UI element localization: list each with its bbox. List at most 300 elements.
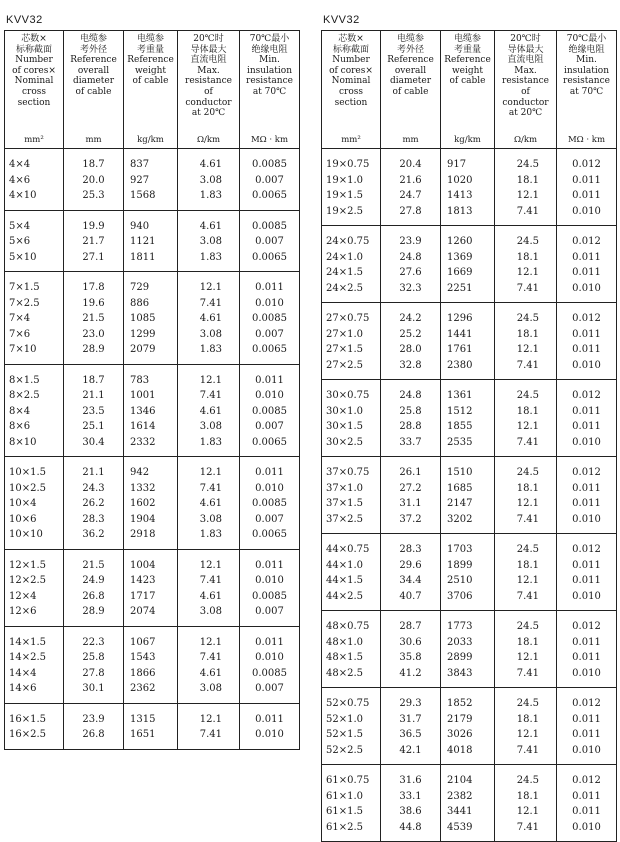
header-col-conductor-resistance [177, 31, 239, 148]
table-cell: 24.7 [399, 190, 422, 201]
col-weight [440, 457, 494, 533]
header-line: Reference [127, 55, 174, 66]
table-cell: 0.011 [255, 636, 284, 648]
table-cell: 3202 [447, 513, 473, 525]
table-cell: 12.1 [199, 636, 222, 648]
table-cell: 7.41 [199, 390, 222, 401]
table-cell: 4.61 [199, 667, 222, 679]
col-cores-section [322, 149, 380, 225]
table-cell: 18.1 [516, 482, 539, 494]
table-cell: 7.41 [516, 590, 539, 602]
header-line: of [204, 86, 213, 97]
table-cell: 0.010 [572, 205, 601, 217]
table-header [5, 31, 299, 149]
table-cell: 12×1.5 [9, 559, 47, 571]
header-line: 电缆参 [136, 34, 164, 44]
table-cell: 1085 [130, 313, 156, 324]
row-group [5, 211, 299, 273]
table-cell: 24.5 [516, 313, 539, 324]
table-cell: 1413 [447, 190, 473, 201]
table-cell: 0.0085 [252, 590, 287, 602]
table-cell: 1.83 [199, 436, 222, 448]
table-cell: 2535 [447, 436, 473, 448]
table-cell: 5×10 [9, 251, 37, 263]
table-cell: 0.011 [572, 405, 601, 417]
header-line: 芯数× [21, 34, 47, 44]
table-cell: 4.61 [199, 405, 222, 417]
col-weight [440, 611, 494, 687]
table-cell: 1568 [130, 190, 156, 201]
header-col-weight [440, 31, 494, 148]
table-cell: 1512 [447, 405, 473, 417]
table-cell: 2147 [447, 498, 473, 509]
col-insulation-resistance [239, 365, 299, 457]
header-line: at 70℃ [569, 86, 604, 97]
table-cell: 1899 [447, 559, 473, 571]
table-cell: 7.41 [516, 513, 539, 525]
table-cell: 25.8 [82, 652, 105, 663]
header-line: 70℃最小 [566, 34, 607, 44]
header-line: 直流电阻 [507, 55, 544, 66]
table-cell: 0.011 [572, 190, 601, 201]
table-cell: 0.012 [572, 544, 601, 555]
header-line: 导体最大 [190, 44, 227, 55]
table-cell: 8×4 [9, 405, 31, 417]
table-cell: 1260 [447, 236, 473, 247]
col-conductor-resistance [494, 149, 556, 225]
header-line: 绝缘电阻 [568, 44, 605, 55]
col-overall-diameter [380, 149, 440, 225]
col-cores-section [5, 272, 63, 364]
table-cell: 38.6 [399, 806, 422, 817]
table-cell: 0.007 [255, 328, 284, 340]
col-overall-diameter [63, 365, 123, 457]
right-panel [321, 10, 617, 842]
col-overall-diameter [380, 611, 440, 687]
header-col-conductor-resistance [494, 31, 556, 148]
table-cell: 1543 [130, 652, 156, 663]
col-overall-diameter [380, 457, 440, 533]
table-cell: 24.5 [516, 236, 539, 247]
table-cell: 52×1.5 [326, 729, 364, 740]
header-line: 考外径 [79, 44, 107, 55]
row-group [322, 765, 616, 841]
header-line: cross [22, 86, 46, 97]
col-conductor-resistance [177, 272, 239, 364]
table-cell: 24.5 [516, 544, 539, 555]
header-line: Number [15, 55, 53, 66]
col-insulation-resistance [556, 149, 616, 225]
left-panel [4, 10, 300, 750]
table-cell: 12.1 [199, 374, 222, 386]
table-cell: 1423 [130, 575, 156, 586]
table-cell: 7.41 [516, 744, 539, 756]
col-cores-section [322, 765, 380, 841]
header-line: Reference [70, 55, 117, 66]
table-cell: 30×1.5 [326, 421, 364, 432]
col-weight [123, 149, 177, 210]
header-line: resistance [563, 76, 610, 87]
table-cell: 24.3 [82, 482, 105, 494]
header-col-overall-diameter [63, 31, 123, 148]
col-overall-diameter [63, 457, 123, 549]
table-cell: 7.41 [199, 297, 222, 309]
table-cell: 31.7 [399, 713, 422, 725]
table-cell: 0.007 [255, 606, 284, 617]
col-weight [123, 550, 177, 626]
table-cell: 12.1 [516, 806, 539, 817]
table-cell: 1.83 [199, 344, 222, 355]
col-conductor-resistance [177, 704, 239, 749]
table-cell: 0.0085 [252, 405, 287, 417]
table-cell: 1813 [447, 205, 473, 217]
header-col-insulation-resistance [239, 31, 299, 148]
col-cores-section [5, 627, 63, 703]
table-cell: 2332 [130, 436, 156, 448]
table-cell: 0.012 [572, 698, 601, 709]
table-cell: 7.41 [199, 575, 222, 586]
table-cell: 40.7 [399, 590, 422, 602]
table-cell: 4018 [447, 744, 473, 756]
table-cell: 27×2.5 [326, 359, 364, 371]
table-cell: 0.007 [255, 513, 284, 525]
table-cell: 19×0.75 [326, 159, 370, 170]
table-cell: 2079 [130, 344, 156, 355]
table-cell: 24.5 [516, 621, 539, 632]
col-insulation-resistance [556, 380, 616, 456]
header-line: 标称截面 [15, 44, 52, 55]
table-cell: 783 [130, 374, 150, 386]
header-line: of cable [132, 76, 169, 87]
table-cell: 61×0.75 [326, 775, 370, 786]
table-cell: 1001 [130, 390, 156, 401]
table-cell: 30×0.75 [326, 390, 370, 401]
col-weight [440, 765, 494, 841]
header-unit: Ω/km [513, 135, 538, 146]
col-weight [440, 303, 494, 379]
header-line: resistance [185, 76, 232, 87]
table-cell: 22.3 [82, 636, 105, 648]
table-cell: 0.011 [572, 498, 601, 509]
header-line: resistance [502, 76, 549, 87]
table-cell: 0.011 [572, 790, 601, 802]
table-cell: 19.9 [82, 220, 105, 232]
table-cell: 10×4 [9, 498, 37, 509]
header-line: 电缆参 [396, 34, 424, 44]
table-cell: 10×10 [9, 529, 43, 540]
table-cell: 24.9 [82, 575, 105, 586]
header-line: insulation [246, 65, 293, 76]
table-cell: 0.007 [255, 236, 284, 247]
header-line: Reference [387, 55, 434, 66]
col-overall-diameter [380, 534, 440, 610]
header-line: of cores× [12, 65, 56, 76]
table-cell: 0.010 [572, 667, 601, 679]
header-line: conductor [502, 97, 549, 108]
header-line: 考重量 [136, 44, 164, 55]
header-unit: mm² [24, 135, 44, 146]
col-cores-section [322, 457, 380, 533]
header-line: 70℃最小 [249, 34, 290, 44]
table-cell: 23.9 [399, 236, 422, 247]
table-cell: 37×0.75 [326, 467, 370, 478]
table-cell: 0.011 [572, 174, 601, 186]
table-cell: 23.5 [82, 405, 105, 417]
table-cell: 1773 [447, 621, 473, 632]
table-cell: 4×10 [9, 190, 37, 201]
table-cell: 10×1.5 [9, 467, 47, 478]
col-conductor-resistance [177, 365, 239, 457]
table-cell: 24×1.5 [326, 267, 364, 278]
header-line: conductor [185, 97, 232, 108]
table-cell: 37×1.0 [326, 482, 364, 494]
table-cell: 24.2 [399, 313, 422, 324]
col-overall-diameter [63, 272, 123, 364]
table-cell: 0.011 [255, 467, 284, 478]
col-cores-section [322, 380, 380, 456]
col-cores-section [322, 226, 380, 302]
table-cell: 7.41 [516, 436, 539, 448]
header-line: 20℃时 [193, 34, 224, 44]
header-unit: MΩ · km [250, 135, 289, 146]
table-cell: 0.010 [572, 513, 601, 525]
header-unit: kg/km [454, 135, 481, 146]
row-group [322, 457, 616, 534]
table-cell: 27×1.5 [326, 344, 364, 355]
table-cell: 21.7 [82, 236, 105, 247]
table-cell: 21.5 [82, 559, 105, 571]
table-cell: 27.1 [82, 251, 105, 263]
table-cell: 1651 [130, 729, 156, 740]
header-line: 电缆参 [79, 34, 107, 44]
table-cell: 12.1 [516, 498, 539, 509]
table-header [322, 31, 616, 149]
table-cell: 3026 [447, 729, 473, 740]
col-overall-diameter [380, 765, 440, 841]
row-group [322, 380, 616, 457]
header-line: section [334, 97, 368, 108]
header-line: diameter [72, 76, 115, 87]
table-cell: 837 [130, 159, 150, 170]
table-cell: 12.1 [199, 559, 222, 571]
col-conductor-resistance [177, 457, 239, 549]
table-cell: 1703 [447, 544, 473, 555]
table-cell: 12.1 [516, 267, 539, 278]
table-cell: 0.0085 [252, 159, 287, 170]
table-cell: 1361 [447, 390, 473, 401]
table-cell: 32.3 [399, 282, 422, 294]
table-cell: 25.2 [399, 328, 422, 340]
header-line: at 20℃ [508, 108, 543, 119]
table-cell: 20.0 [82, 174, 105, 186]
table-cell: 0.010 [572, 436, 601, 448]
header-line: at 20℃ [191, 108, 226, 119]
col-weight [440, 226, 494, 302]
table-cell: 0.010 [572, 821, 601, 833]
table-cell: 0.011 [572, 806, 601, 817]
table-cell: 19.6 [82, 297, 105, 309]
row-group [5, 365, 299, 458]
table-cell: 3441 [447, 806, 473, 817]
table-cell: 0.012 [572, 467, 601, 478]
col-conductor-resistance [494, 765, 556, 841]
row-group [5, 627, 299, 704]
col-conductor-resistance [494, 611, 556, 687]
table-cell: 3.08 [199, 236, 222, 247]
table-cell: 19×1.0 [326, 174, 364, 186]
header-line: 考重量 [453, 44, 481, 55]
col-weight [123, 272, 177, 364]
table-cell: 37×2.5 [326, 513, 364, 525]
table-cell: 3843 [447, 667, 473, 679]
table-cell: 28.9 [82, 606, 105, 617]
table-cell: 44×0.75 [326, 544, 370, 555]
table-cell: 1121 [130, 236, 156, 247]
table-cell: 26.1 [399, 467, 422, 478]
header-line: 标称截面 [332, 44, 369, 55]
header-line: Nominal [14, 76, 54, 87]
table-cell: 8×2.5 [9, 390, 40, 401]
header-unit: mm [85, 135, 102, 146]
table-cell: 0.0085 [252, 498, 287, 509]
table-cell: 14×6 [9, 683, 37, 694]
header-line: Max. [197, 65, 220, 76]
table-cell: 28.7 [399, 621, 422, 632]
col-cores-section [322, 611, 380, 687]
table-cell: 729 [130, 282, 150, 293]
col-overall-diameter [63, 550, 123, 626]
table-cell: 917 [447, 159, 467, 170]
table-cell: 12.1 [199, 713, 222, 725]
table-cell: 0.011 [572, 729, 601, 740]
col-cores-section [5, 365, 63, 457]
table-cell: 16×1.5 [9, 713, 47, 725]
table-cell: 0.010 [572, 590, 601, 602]
table-cell: 0.0065 [252, 190, 287, 201]
header-line: weight [134, 65, 167, 76]
table-cell: 18.1 [516, 559, 539, 571]
table-cell: 24.5 [516, 698, 539, 709]
col-insulation-resistance [239, 272, 299, 364]
table-cell: 37×1.5 [326, 498, 364, 509]
table-cell: 8×6 [9, 421, 31, 432]
table-cell: 4×4 [9, 159, 31, 170]
table-cell: 1717 [130, 590, 156, 602]
table-cell: 1855 [447, 421, 473, 432]
table-body [5, 149, 299, 749]
table-cell: 4.61 [199, 498, 222, 509]
table-cell: 12×6 [9, 606, 37, 617]
table-cell: 14×4 [9, 667, 37, 679]
row-group [5, 550, 299, 627]
table-cell: 18.1 [516, 713, 539, 725]
table-cell: 7.41 [199, 482, 222, 494]
header-line: of cable [449, 76, 486, 87]
table-cell: 3.08 [199, 513, 222, 525]
header-line: 考外径 [396, 44, 424, 55]
row-group [322, 688, 616, 765]
table-cell: 18.7 [82, 374, 105, 386]
table-cell: 0.012 [572, 313, 601, 324]
table-cell: 0.011 [572, 575, 601, 586]
header-col-insulation-resistance [556, 31, 616, 148]
col-cores-section [322, 303, 380, 379]
row-group [322, 611, 616, 688]
table-cell: 19×1.5 [326, 190, 364, 201]
table-cell: 0.011 [572, 421, 601, 432]
header-line: overall [394, 65, 427, 76]
header-line: overall [77, 65, 110, 76]
table-cell: 0.010 [572, 359, 601, 371]
table-cell: 1669 [447, 267, 473, 278]
col-overall-diameter [63, 627, 123, 703]
header-line: 芯数× [338, 34, 364, 44]
table-cell: 942 [130, 467, 150, 478]
table-cell: 886 [130, 297, 150, 309]
table-cell: 1866 [130, 667, 156, 679]
table-cell: 3.08 [199, 421, 222, 432]
table-cell: 26.8 [82, 590, 105, 602]
table-cell: 0.011 [572, 559, 601, 571]
table-cell: 20.4 [399, 159, 422, 170]
table-cell: 0.010 [255, 729, 284, 740]
table-cell: 2382 [447, 790, 473, 802]
table-cell: 23.0 [82, 328, 105, 340]
table-cell: 44×2.5 [326, 590, 364, 602]
table-cell: 8×1.5 [9, 374, 40, 386]
col-insulation-resistance [239, 149, 299, 210]
table-cell: 28.3 [82, 513, 105, 525]
table-cell: 1004 [130, 559, 156, 571]
table-cell: 0.012 [572, 236, 601, 247]
table-cell: 927 [130, 174, 150, 186]
header-line: cross [339, 86, 363, 97]
header-line: diameter [389, 76, 432, 87]
header-line: section [17, 97, 51, 108]
col-overall-diameter [380, 688, 440, 764]
col-weight [123, 704, 177, 749]
table-cell: 0.0085 [252, 667, 287, 679]
table-cell: 24.5 [516, 159, 539, 170]
row-group [322, 534, 616, 611]
header-line: at 70℃ [252, 86, 287, 97]
table-cell: 3.08 [199, 328, 222, 340]
table-cell: 61×1.0 [326, 790, 364, 802]
col-cores-section [5, 704, 63, 749]
table-cell: 4.61 [199, 590, 222, 602]
table-cell: 7.41 [516, 282, 539, 294]
header-line: of cable [75, 86, 112, 97]
col-weight [123, 211, 177, 272]
table-cell: 0.010 [255, 390, 284, 401]
table-cell: 0.011 [255, 374, 284, 386]
table-cell: 0.011 [255, 559, 284, 571]
table-cell: 1904 [130, 513, 156, 525]
table-cell: 30×2.5 [326, 436, 364, 448]
table-cell: 2918 [130, 529, 156, 540]
table-cell: 1369 [447, 251, 473, 263]
table-cell: 0.011 [572, 328, 601, 340]
header-unit: mm² [341, 135, 361, 146]
table-cell: 1811 [130, 251, 156, 263]
table-cell: 18.1 [516, 636, 539, 648]
table-cell: 7.41 [516, 821, 539, 833]
table-cell: 35.8 [399, 652, 422, 663]
col-insulation-resistance [556, 765, 616, 841]
table-cell: 0.011 [572, 713, 601, 725]
table-cell: 44×1.5 [326, 575, 364, 586]
table-cell: 1067 [130, 636, 156, 648]
